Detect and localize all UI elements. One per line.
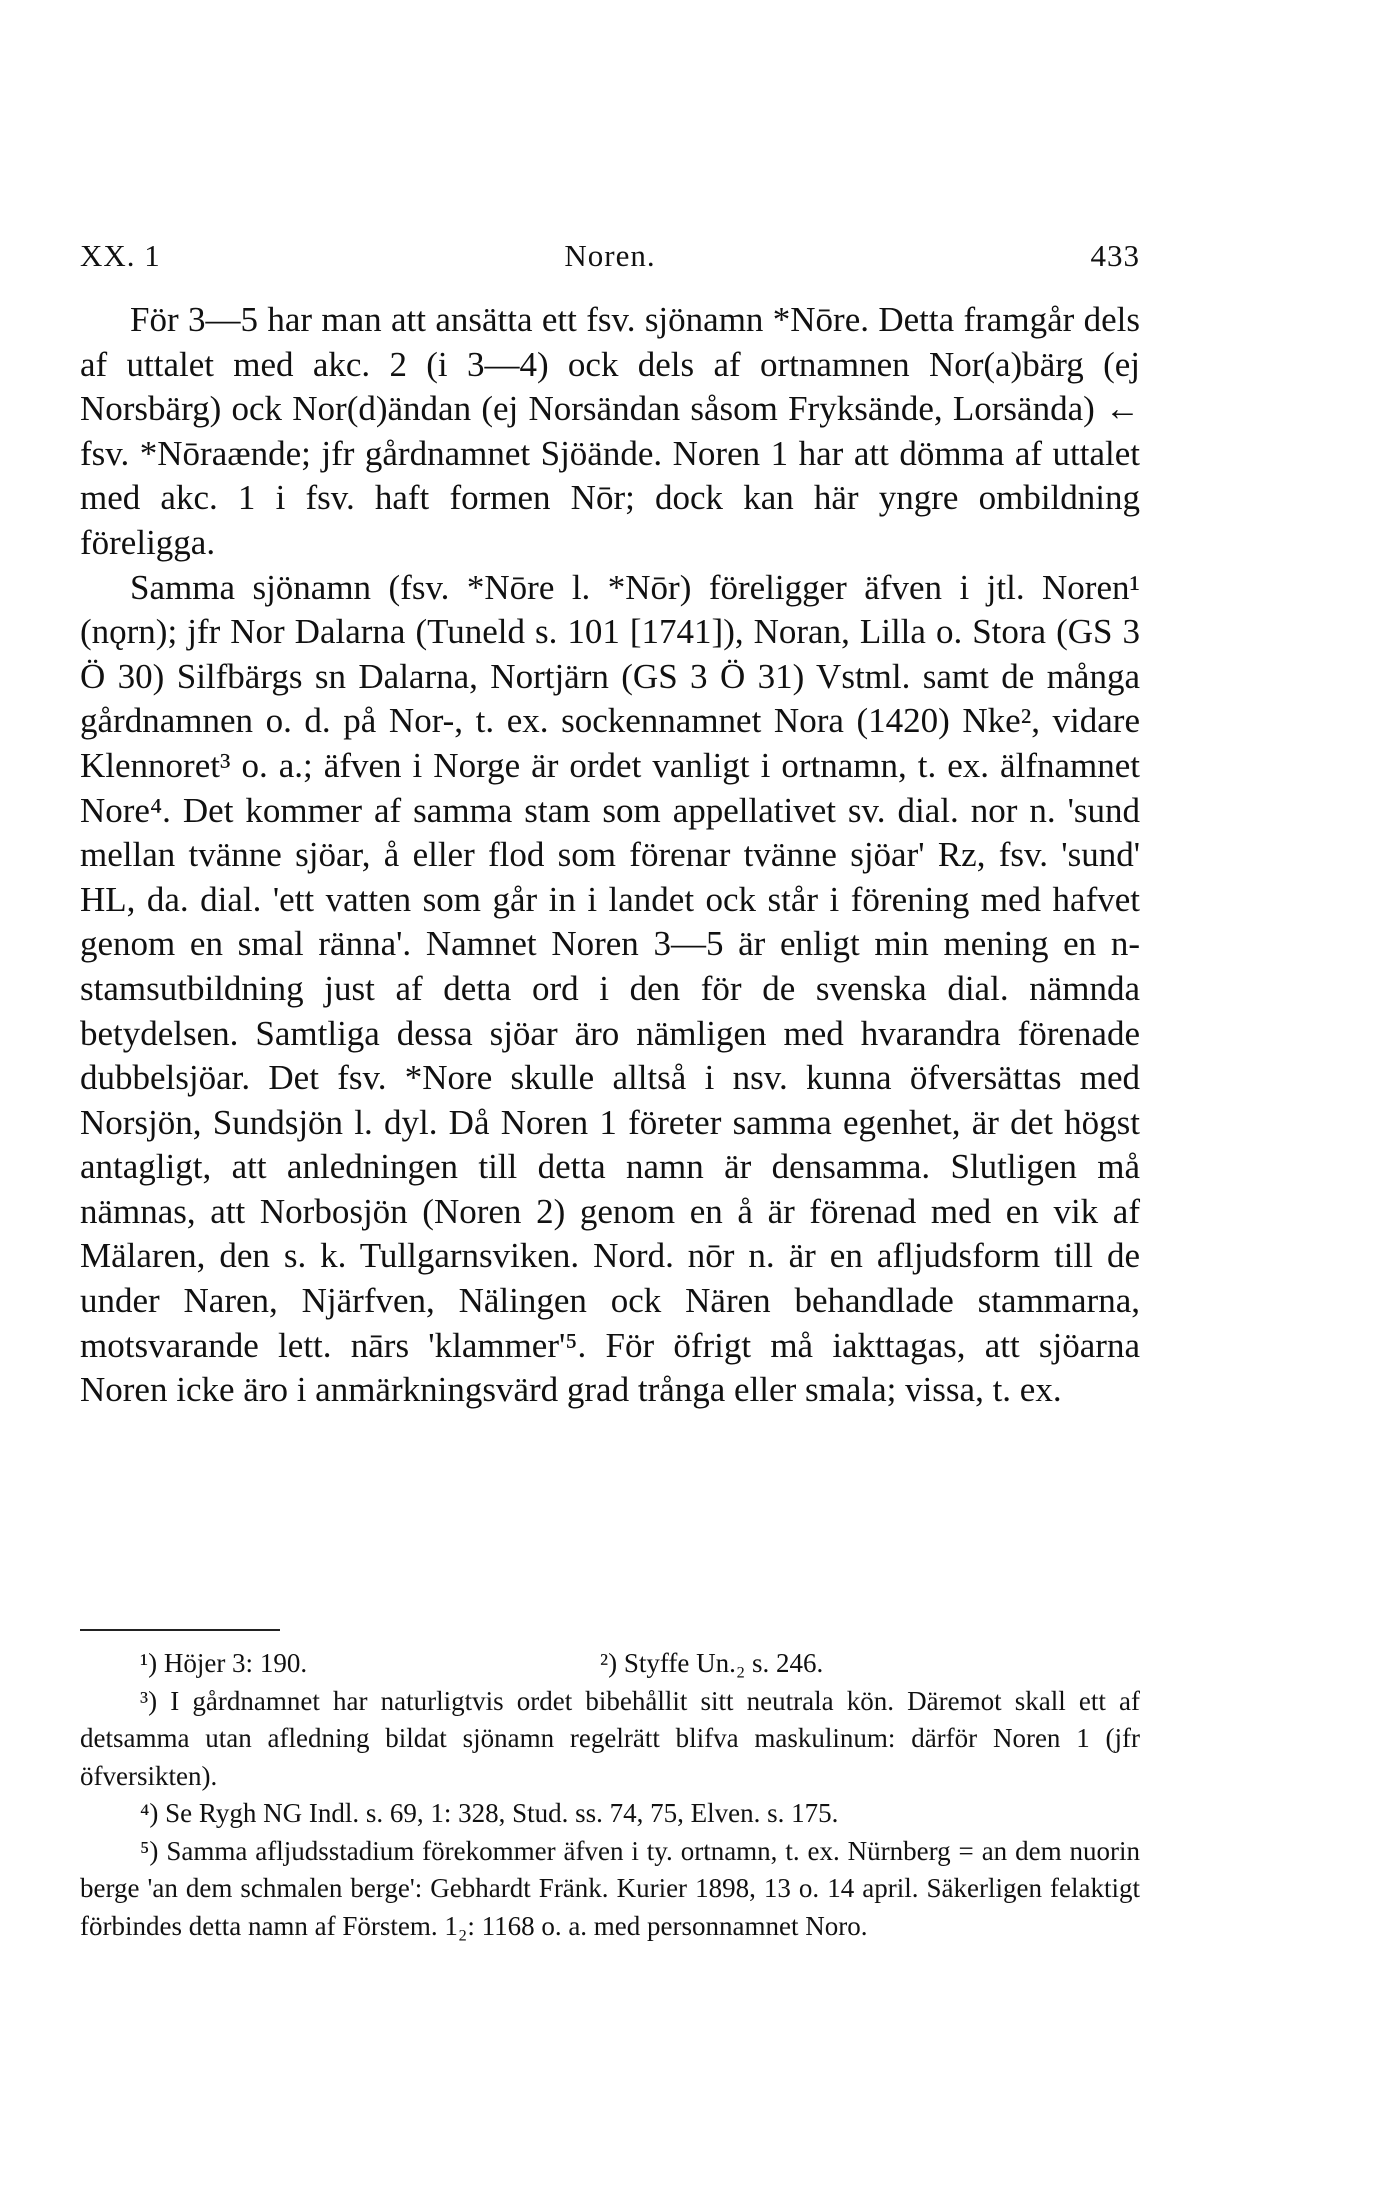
footnote-4: ⁴) Se Rygh NG Indl. s. 69, 1: 328, Stud. ss. 74, 75, Elven. s. 175. — [140, 1798, 839, 1828]
footnote-1: ¹) Höjer 3: 190. — [140, 1648, 308, 1678]
paragraph-1: För 3—5 har man att ansätta ett fsv. sjönamn *Nōre. Detta framgår dels af uttalet med akc. 2 (i 3—4) ock dels af ortnamnen Nor(a)bärg (ej Norsbärg) ock Nor(d)ändan (ej Norsändan såsom Fryksände, Lorsända) ← fsv. *Nōraænde; jfr gårdnamnet Sjöände. Noren 1 har att dömma af uttalet med akc. 1 i fsv. haft formen Nōr; dock kan här yngre ombildning föreligga. — [80, 300, 1140, 562]
footnote-2: ²) Styffe Un.₂ s. 246. — [600, 1648, 824, 1678]
footnotes — [80, 1645, 1140, 1945]
page-number: 433 — [1090, 238, 1140, 273]
footnote-3: ³) I gårdnamnet har naturligtvis ordet bibehållit sitt neutrala kön. Däremot skall ett af detsamma utan afledning bildat sjönamn regelrätt blifva maskulinum: därför Noren 1 (jfr öfversikten). — [80, 1685, 1140, 1791]
main-text — [80, 298, 1140, 1413]
section-number: XX. 1 — [80, 238, 161, 273]
footnote-divider — [80, 1629, 280, 1631]
paragraph-2: Samma sjönamn (fsv. *Nōre l. *Nōr) föreligger äfven i jtl. Noren¹ (nǫrn); jfr Nor Dalarna (Tuneld s. 101 [1741]), Noran, Lilla o. Stora (GS 3 Ö 30) Silfbärgs sn Dalarna, Nortjärn (GS 3 Ö 31) Vstml. samt de många gårdnamnen o. d. på Nor-, t. ex. sockennamnet Nora (1420) Nke², vidare Klennoret³ o. a.; äfven i Norge är ordet vanligt i ortnamn, t. ex. älfnamnet Nore⁴. Det kommer af samma stam som appellativet sv. dial. nor n. 'sund mellan tvänne sjöar, å eller flod som förenar tvänne sjöar' Rz, fsv. 'sund' HL, da. dial. 'ett vatten som går in i landet ock står i förening med hafvet genom en smal ränna'. Namnet Noren 3—5 är enligt min mening en n-stamsutbildning just af detta ord i den för de svenska dial. nämnda betydelsen. Samtliga dessa sjöar äro nämligen med hvarandra förenade dubbelsjöar. Det fsv. *Nore skulle alltså i nsv. kunna öfversättas med Norsjön, Sundsjön l. dyl. Då Noren 1 företer samma egenhet, är det högst antagligt, att anledningen till detta namn är densamma. Slutligen må nämnas, att Norbosjön (Noren 2) genom en å är förenad med en vik af Mälaren, den s. k. Tullgarnsviken. Nord. nōr n. är en afljudsform till de under Naren, Njärfven, Nälingen ock Nären behandlade stammarna, motsvarande lett. nārs 'klammer'⁵. För öfrigt må iakttagas, att sjöarna Noren icke äro i anmärkningsvärd grad trånga eller smala; vissa, t. ex. — [80, 567, 1140, 1410]
running-title: Noren. — [564, 238, 656, 273]
footnote-5: ⁵) Samma afljudsstadium förekommer äfven i ty. ortnamn, t. ex. Nürnberg = an dem nuorin berge 'an dem schmalen berge': Gebhardt Fränk. Kurier 1898, 13 o. 14 april. Säkerligen felaktigt förbindes detta namn af Förstem. 1₂: 1168 o. a. med personnamnet Noro. — [80, 1835, 1140, 1941]
footnote-row-1-2 — [80, 1645, 1140, 1683]
running-header — [80, 238, 1140, 278]
